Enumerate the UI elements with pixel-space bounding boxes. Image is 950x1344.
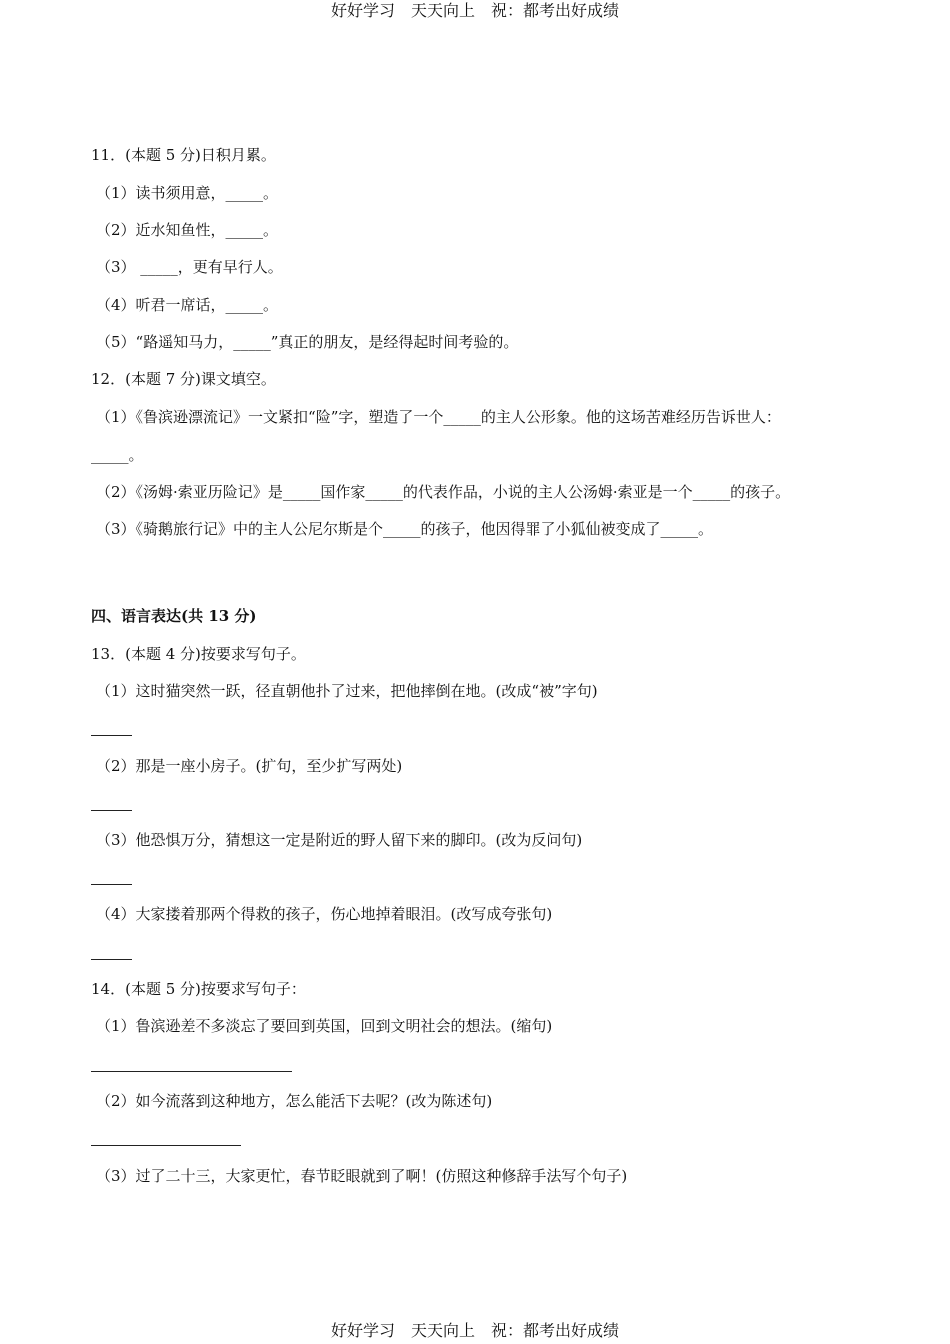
q12-item-1: （1）《鲁滨逊漂流记》一文紧扣“险”字，塑造了一个_____的主人公形象。他的这场苦难经历告诉世人： — [96, 408, 781, 426]
q13-item-3: （3）他恐惧万分，猜想这一定是附近的野人留下来的脚印。(改为反问句) — [96, 831, 583, 849]
q13-item-2: （2）那是一座小房子。(扩句，至少扩写两处) — [96, 757, 403, 775]
q14-item-2: （2）如今流落到这种地方，怎么能活下去呢？(改为陈述句) — [96, 1092, 493, 1110]
q12-item-3: （3）《骑鹅旅行记》中的主人公尼尔斯是个_____的孩子，他因得罪了小狐仙被变成了_____。 — [96, 520, 714, 538]
section-4-title: 四、语言表达(共 13 分) — [91, 607, 257, 625]
q11-item-3: （3） _____，更有早行人。 — [96, 258, 283, 276]
q11-item-2: （2）近水知鱼性，_____。 — [96, 221, 279, 239]
q13-answer-line-1[interactable] — [91, 735, 132, 736]
q13-answer-line-2[interactable] — [91, 810, 132, 811]
q11-title: 11．(本题 5 分)日积月累。 — [91, 146, 276, 164]
page-footer-banner: 好好学习 天天向上 祝：都考出好成绩 — [330, 1321, 619, 1340]
q11-item-5: （5）“路遥知马力，_____”真正的朋友，是经得起时间考验的。 — [96, 333, 519, 351]
q14-answer-line-2[interactable] — [91, 1145, 241, 1146]
q12-item-2: （2）《汤姆·索亚历险记》是_____国作家_____的代表作品，小说的主人公汤姆·索亚是一个_____的孩子。 — [96, 483, 791, 501]
q13-item-4: （4）大家搂着那两个得救的孩子，伤心地掉着眼泪。(改写成夸张句) — [96, 905, 553, 923]
q13-answer-line-3[interactable] — [91, 884, 132, 885]
q11-item-1: （1）读书须用意，_____。 — [96, 184, 279, 202]
q11-item-4: （4）听君一席话，_____。 — [96, 296, 279, 314]
q13-title: 13．(本题 4 分)按要求写句子。 — [91, 645, 306, 663]
q13-answer-line-4[interactable] — [91, 959, 132, 960]
q14-item-3: （3）过了二十三，大家更忙，春节眨眼就到了啊！(仿照这种修辞手法写个句子) — [96, 1167, 628, 1185]
q14-title: 14．(本题 5 分)按要求写句子： — [91, 980, 306, 998]
q12-title: 12．(本题 7 分)课文填空。 — [91, 370, 276, 388]
page-header-banner: 好好学习 天天向上 祝：都考出好成绩 — [330, 1, 619, 20]
q14-item-1: （1）鲁滨逊差不多淡忘了要回到英国，回到文明社会的想法。(缩句) — [96, 1017, 553, 1035]
q12-item-1-continuation: _____。 — [91, 446, 144, 464]
q13-item-1: （1）这时猫突然一跃，径直朝他扑了过来，把他摔倒在地。(改成“被”字句) — [96, 682, 598, 700]
q14-answer-line-1[interactable] — [91, 1071, 292, 1072]
